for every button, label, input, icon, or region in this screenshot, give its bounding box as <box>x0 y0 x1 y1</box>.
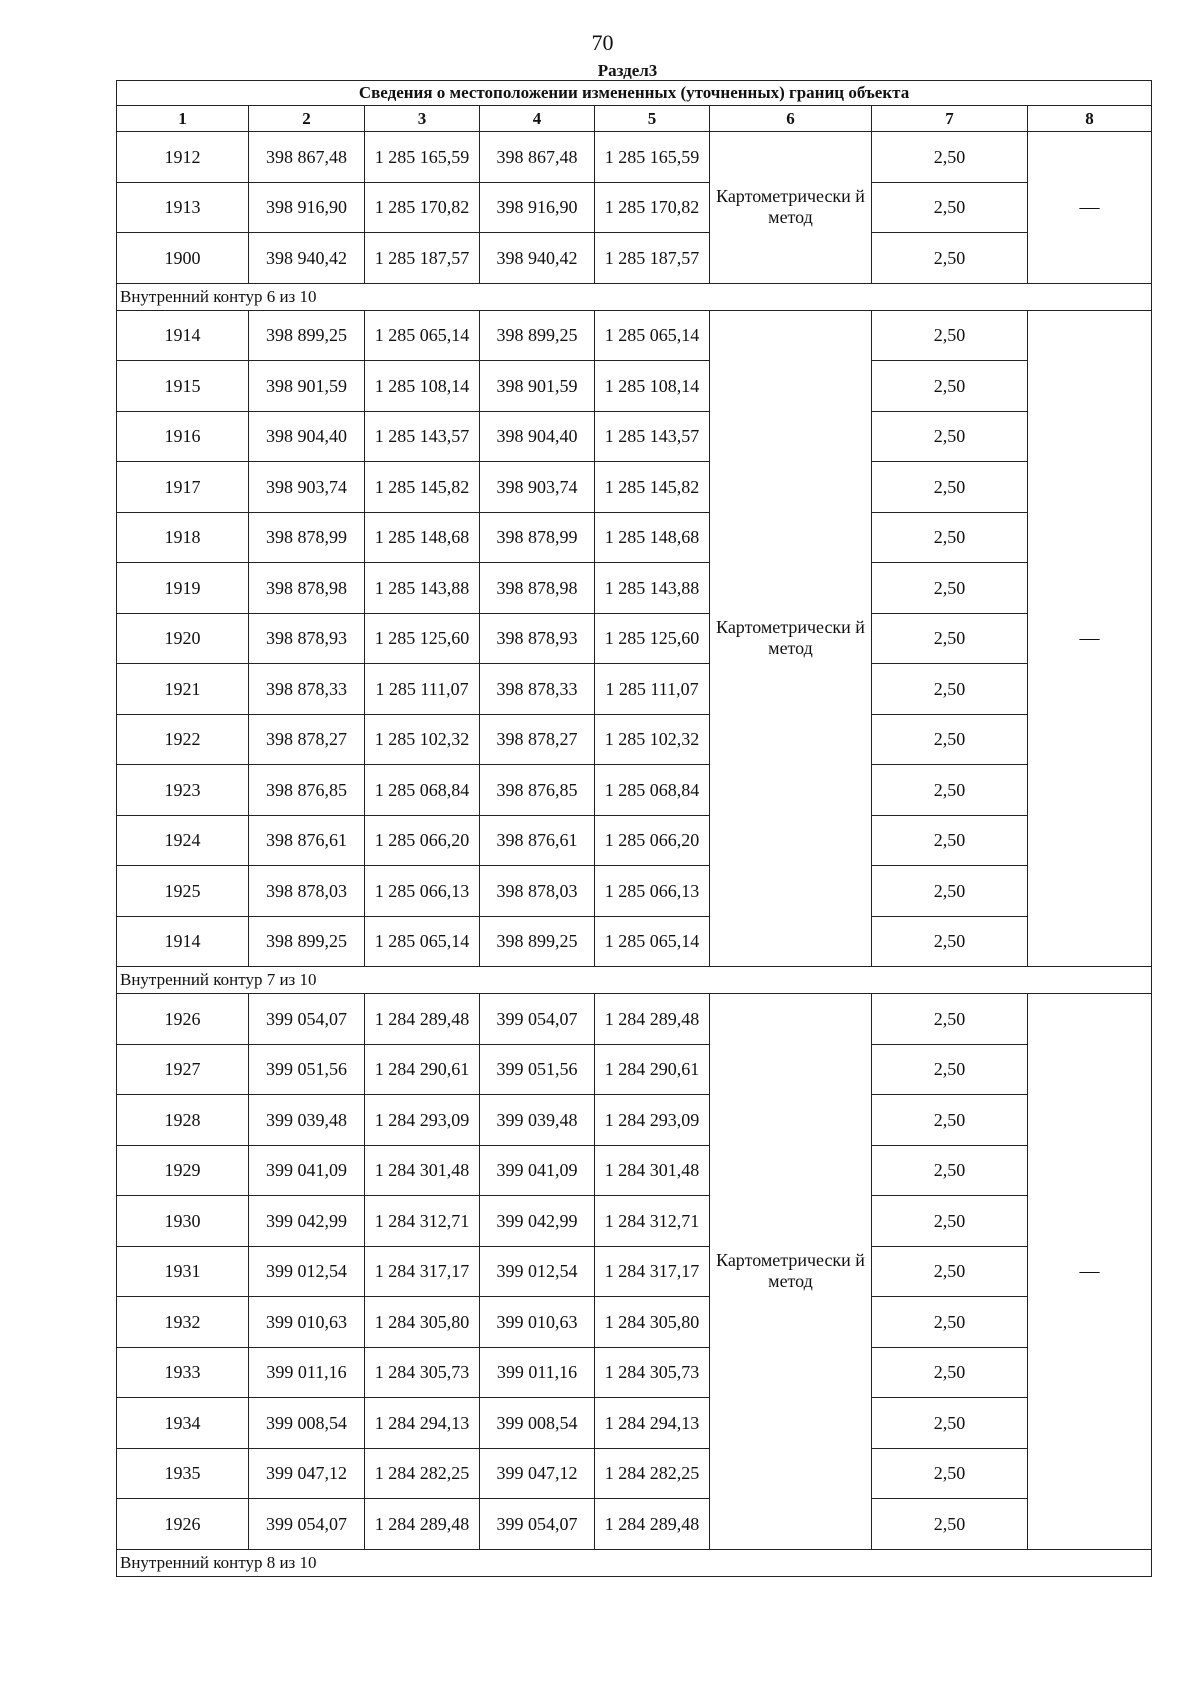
x-new-cell: 398 876,85 <box>480 765 595 816</box>
table-row <box>117 1145 1152 1196</box>
y-existing-cell: 1 285 170,82 <box>365 182 480 233</box>
point-number-cell: 1927 <box>117 1044 249 1095</box>
y-new-cell: 1 284 317,17 <box>595 1246 710 1297</box>
y-new-cell: 1 284 293,09 <box>595 1095 710 1146</box>
point-number-cell: 1934 <box>117 1398 249 1449</box>
description-dash-cell: — <box>1028 994 1152 1550</box>
y-new-cell: 1 284 305,80 <box>595 1297 710 1348</box>
point-number-cell: 1928 <box>117 1095 249 1146</box>
x-new-cell: 398 867,48 <box>480 132 595 183</box>
x-new-cell: 399 047,12 <box>480 1448 595 1499</box>
x-existing-cell: 399 047,12 <box>249 1448 365 1499</box>
point-number-cell: 1923 <box>117 765 249 816</box>
x-existing-cell: 399 042,99 <box>249 1196 365 1247</box>
y-existing-cell: 1 284 305,73 <box>365 1347 480 1398</box>
y-new-cell: 1 285 187,57 <box>595 233 710 284</box>
accuracy-cell: 2,50 <box>872 462 1028 513</box>
x-existing-cell: 399 051,56 <box>249 1044 365 1095</box>
y-new-cell: 1 285 125,60 <box>595 613 710 664</box>
y-existing-cell: 1 284 294,13 <box>365 1398 480 1449</box>
column-number-8: 8 <box>1028 106 1152 132</box>
method-cell: Картометрически й метод <box>710 310 872 967</box>
x-existing-cell: 399 011,16 <box>249 1347 365 1398</box>
x-new-cell: 399 054,07 <box>480 1499 595 1550</box>
table-row <box>117 765 1152 816</box>
point-number-cell: 1932 <box>117 1297 249 1348</box>
x-existing-cell: 399 010,63 <box>249 1297 365 1348</box>
y-existing-cell: 1 284 293,09 <box>365 1095 480 1146</box>
x-existing-cell: 398 878,03 <box>249 866 365 917</box>
x-new-cell: 399 010,63 <box>480 1297 595 1348</box>
accuracy-cell: 2,50 <box>872 714 1028 765</box>
y-new-cell: 1 285 165,59 <box>595 132 710 183</box>
point-number-cell: 1926 <box>117 1499 249 1550</box>
x-existing-cell: 398 940,42 <box>249 233 365 284</box>
accuracy-cell: 2,50 <box>872 1448 1028 1499</box>
x-existing-cell: 398 899,25 <box>249 916 365 967</box>
table-row <box>117 714 1152 765</box>
y-existing-cell: 1 284 317,17 <box>365 1246 480 1297</box>
y-new-cell: 1 285 066,13 <box>595 866 710 917</box>
table-row <box>117 1347 1152 1398</box>
y-new-cell: 1 284 282,25 <box>595 1448 710 1499</box>
y-new-cell: 1 285 143,57 <box>595 411 710 462</box>
point-number-cell: 1917 <box>117 462 249 513</box>
point-number-cell: 1914 <box>117 310 249 361</box>
description-dash-cell: — <box>1028 132 1152 284</box>
table-row <box>117 462 1152 513</box>
y-existing-cell: 1 285 143,57 <box>365 411 480 462</box>
point-number-cell: 1912 <box>117 132 249 183</box>
accuracy-cell: 2,50 <box>872 1297 1028 1348</box>
x-existing-cell: 398 876,61 <box>249 815 365 866</box>
point-number-cell: 1933 <box>117 1347 249 1398</box>
accuracy-cell: 2,50 <box>872 512 1028 563</box>
contour-label-row <box>117 967 1152 994</box>
y-existing-cell: 1 285 068,84 <box>365 765 480 816</box>
accuracy-cell: 2,50 <box>872 664 1028 715</box>
accuracy-cell: 2,50 <box>872 1398 1028 1449</box>
point-number-cell: 1935 <box>117 1448 249 1499</box>
x-existing-cell: 398 899,25 <box>249 310 365 361</box>
y-new-cell: 1 284 312,71 <box>595 1196 710 1247</box>
table-row <box>117 1499 1152 1550</box>
point-number-cell: 1920 <box>117 613 249 664</box>
point-number-cell: 1918 <box>117 512 249 563</box>
y-new-cell: 1 284 305,73 <box>595 1347 710 1398</box>
method-cell: Картометрически й метод <box>710 994 872 1550</box>
accuracy-cell: 2,50 <box>872 1246 1028 1297</box>
table-row <box>117 1095 1152 1146</box>
y-existing-cell: 1 285 145,82 <box>365 462 480 513</box>
x-new-cell: 399 054,07 <box>480 994 595 1045</box>
y-existing-cell: 1 284 301,48 <box>365 1145 480 1196</box>
table-row <box>117 815 1152 866</box>
method-cell: Картометрически й метод <box>710 132 872 284</box>
boundary-coordinates-table <box>116 80 1152 1577</box>
table-row <box>117 361 1152 412</box>
x-new-cell: 398 878,03 <box>480 866 595 917</box>
accuracy-cell: 2,50 <box>872 994 1028 1045</box>
table-row <box>117 182 1152 233</box>
y-new-cell: 1 284 289,48 <box>595 1499 710 1550</box>
y-new-cell: 1 285 170,82 <box>595 182 710 233</box>
x-new-cell: 398 940,42 <box>480 233 595 284</box>
x-new-cell: 399 051,56 <box>480 1044 595 1095</box>
x-new-cell: 398 901,59 <box>480 361 595 412</box>
column-number-3: 3 <box>365 106 480 132</box>
y-existing-cell: 1 285 065,14 <box>365 310 480 361</box>
y-existing-cell: 1 284 289,48 <box>365 1499 480 1550</box>
table-caption: Сведения о местоположении измененных (уточненных) границ объекта <box>117 81 1152 106</box>
y-new-cell: 1 285 065,14 <box>595 310 710 361</box>
x-new-cell: 399 012,54 <box>480 1246 595 1297</box>
accuracy-cell: 2,50 <box>872 916 1028 967</box>
x-new-cell: 398 878,99 <box>480 512 595 563</box>
x-existing-cell: 398 903,74 <box>249 462 365 513</box>
x-existing-cell: 398 878,33 <box>249 664 365 715</box>
table-body <box>117 81 1152 1577</box>
x-existing-cell: 398 878,93 <box>249 613 365 664</box>
y-new-cell: 1 285 065,14 <box>595 916 710 967</box>
accuracy-cell: 2,50 <box>872 1044 1028 1095</box>
point-number-cell: 1929 <box>117 1145 249 1196</box>
point-number-cell: 1925 <box>117 866 249 917</box>
table-row <box>117 1448 1152 1499</box>
x-new-cell: 398 916,90 <box>480 182 595 233</box>
x-new-cell: 398 878,93 <box>480 613 595 664</box>
accuracy-cell: 2,50 <box>872 866 1028 917</box>
y-new-cell: 1 285 066,20 <box>595 815 710 866</box>
y-new-cell: 1 285 148,68 <box>595 512 710 563</box>
x-existing-cell: 399 041,09 <box>249 1145 365 1196</box>
table-row <box>117 1297 1152 1348</box>
table-row <box>117 664 1152 715</box>
y-new-cell: 1 285 145,82 <box>595 462 710 513</box>
x-new-cell: 398 899,25 <box>480 310 595 361</box>
accuracy-cell: 2,50 <box>872 1145 1028 1196</box>
x-new-cell: 399 008,54 <box>480 1398 595 1449</box>
description-dash-cell: — <box>1028 310 1152 967</box>
x-existing-cell: 399 039,48 <box>249 1095 365 1146</box>
x-new-cell: 399 011,16 <box>480 1347 595 1398</box>
table-row <box>117 1398 1152 1449</box>
accuracy-cell: 2,50 <box>872 310 1028 361</box>
x-new-cell: 398 878,27 <box>480 714 595 765</box>
point-number-cell: 1930 <box>117 1196 249 1247</box>
column-number-5: 5 <box>595 106 710 132</box>
accuracy-cell: 2,50 <box>872 132 1028 183</box>
point-number-cell: 1926 <box>117 994 249 1045</box>
y-existing-cell: 1 285 066,20 <box>365 815 480 866</box>
column-number-2: 2 <box>249 106 365 132</box>
accuracy-cell: 2,50 <box>872 563 1028 614</box>
y-existing-cell: 1 285 143,88 <box>365 563 480 614</box>
accuracy-cell: 2,50 <box>872 361 1028 412</box>
table-row <box>117 512 1152 563</box>
y-new-cell: 1 284 290,61 <box>595 1044 710 1095</box>
x-new-cell: 399 042,99 <box>480 1196 595 1247</box>
table-row <box>117 233 1152 284</box>
point-number-cell: 1914 <box>117 916 249 967</box>
accuracy-cell: 2,50 <box>872 815 1028 866</box>
accuracy-cell: 2,50 <box>872 411 1028 462</box>
table-row <box>117 1196 1152 1247</box>
x-existing-cell: 399 008,54 <box>249 1398 365 1449</box>
x-new-cell: 398 899,25 <box>480 916 595 967</box>
x-existing-cell: 398 867,48 <box>249 132 365 183</box>
y-new-cell: 1 284 301,48 <box>595 1145 710 1196</box>
y-existing-cell: 1 284 312,71 <box>365 1196 480 1247</box>
point-number-cell: 1921 <box>117 664 249 715</box>
x-existing-cell: 399 054,07 <box>249 994 365 1045</box>
accuracy-cell: 2,50 <box>872 613 1028 664</box>
y-existing-cell: 1 284 282,25 <box>365 1448 480 1499</box>
contour-label: Внутренний контур 8 из 10 <box>117 1549 1152 1576</box>
y-existing-cell: 1 284 289,48 <box>365 994 480 1045</box>
x-existing-cell: 398 878,98 <box>249 563 365 614</box>
table-row <box>117 1044 1152 1095</box>
x-new-cell: 399 039,48 <box>480 1095 595 1146</box>
x-new-cell: 399 041,09 <box>480 1145 595 1196</box>
point-number-cell: 1922 <box>117 714 249 765</box>
contour-label-row <box>117 1549 1152 1576</box>
x-new-cell: 398 904,40 <box>480 411 595 462</box>
accuracy-cell: 2,50 <box>872 1499 1028 1550</box>
y-existing-cell: 1 285 187,57 <box>365 233 480 284</box>
accuracy-cell: 2,50 <box>872 1196 1028 1247</box>
y-new-cell: 1 284 289,48 <box>595 994 710 1045</box>
point-number-cell: 1924 <box>117 815 249 866</box>
y-new-cell: 1 284 294,13 <box>595 1398 710 1449</box>
y-new-cell: 1 285 068,84 <box>595 765 710 816</box>
column-number-row <box>117 106 1152 132</box>
x-existing-cell: 399 012,54 <box>249 1246 365 1297</box>
point-number-cell: 1916 <box>117 411 249 462</box>
y-existing-cell: 1 285 148,68 <box>365 512 480 563</box>
accuracy-cell: 2,50 <box>872 1347 1028 1398</box>
table-row <box>117 916 1152 967</box>
x-new-cell: 398 903,74 <box>480 462 595 513</box>
section-title: Раздел3 <box>597 61 658 80</box>
x-existing-cell: 399 054,07 <box>249 1499 365 1550</box>
accuracy-cell: 2,50 <box>872 182 1028 233</box>
table-row <box>117 613 1152 664</box>
contour-label-row <box>117 283 1152 310</box>
y-new-cell: 1 285 143,88 <box>595 563 710 614</box>
accuracy-cell: 2,50 <box>872 765 1028 816</box>
y-new-cell: 1 285 111,07 <box>595 664 710 715</box>
y-new-cell: 1 285 102,32 <box>595 714 710 765</box>
accuracy-cell: 2,50 <box>872 233 1028 284</box>
y-existing-cell: 1 285 125,60 <box>365 613 480 664</box>
y-existing-cell: 1 285 066,13 <box>365 866 480 917</box>
table-row <box>117 310 1152 361</box>
x-existing-cell: 398 878,27 <box>249 714 365 765</box>
column-number-4: 4 <box>480 106 595 132</box>
x-existing-cell: 398 916,90 <box>249 182 365 233</box>
y-existing-cell: 1 285 108,14 <box>365 361 480 412</box>
contour-label: Внутренний контур 6 из 10 <box>117 283 1152 310</box>
y-existing-cell: 1 285 065,14 <box>365 916 480 967</box>
table-row <box>117 866 1152 917</box>
point-number-cell: 1931 <box>117 1246 249 1297</box>
y-existing-cell: 1 284 290,61 <box>365 1044 480 1095</box>
column-number-1: 1 <box>117 106 249 132</box>
column-number-7: 7 <box>872 106 1028 132</box>
point-number-cell: 1900 <box>117 233 249 284</box>
x-existing-cell: 398 876,85 <box>249 765 365 816</box>
x-existing-cell: 398 901,59 <box>249 361 365 412</box>
point-number-cell: 1913 <box>117 182 249 233</box>
y-existing-cell: 1 285 111,07 <box>365 664 480 715</box>
x-new-cell: 398 878,33 <box>480 664 595 715</box>
table-row <box>117 1246 1152 1297</box>
x-existing-cell: 398 904,40 <box>249 411 365 462</box>
x-existing-cell: 398 878,99 <box>249 512 365 563</box>
x-new-cell: 398 878,98 <box>480 563 595 614</box>
point-number-cell: 1919 <box>117 563 249 614</box>
y-new-cell: 1 285 108,14 <box>595 361 710 412</box>
table-row <box>117 132 1152 183</box>
table-row <box>117 411 1152 462</box>
table-row <box>117 994 1152 1045</box>
y-existing-cell: 1 285 102,32 <box>365 714 480 765</box>
contour-label: Внутренний контур 7 из 10 <box>117 967 1152 994</box>
accuracy-cell: 2,50 <box>872 1095 1028 1146</box>
x-new-cell: 398 876,61 <box>480 815 595 866</box>
table-caption-row <box>117 81 1152 106</box>
y-existing-cell: 1 284 305,80 <box>365 1297 480 1348</box>
point-number-cell: 1915 <box>117 361 249 412</box>
y-existing-cell: 1 285 165,59 <box>365 132 480 183</box>
column-number-6: 6 <box>710 106 872 132</box>
page-number: 70 <box>591 30 614 55</box>
table-row <box>117 563 1152 614</box>
